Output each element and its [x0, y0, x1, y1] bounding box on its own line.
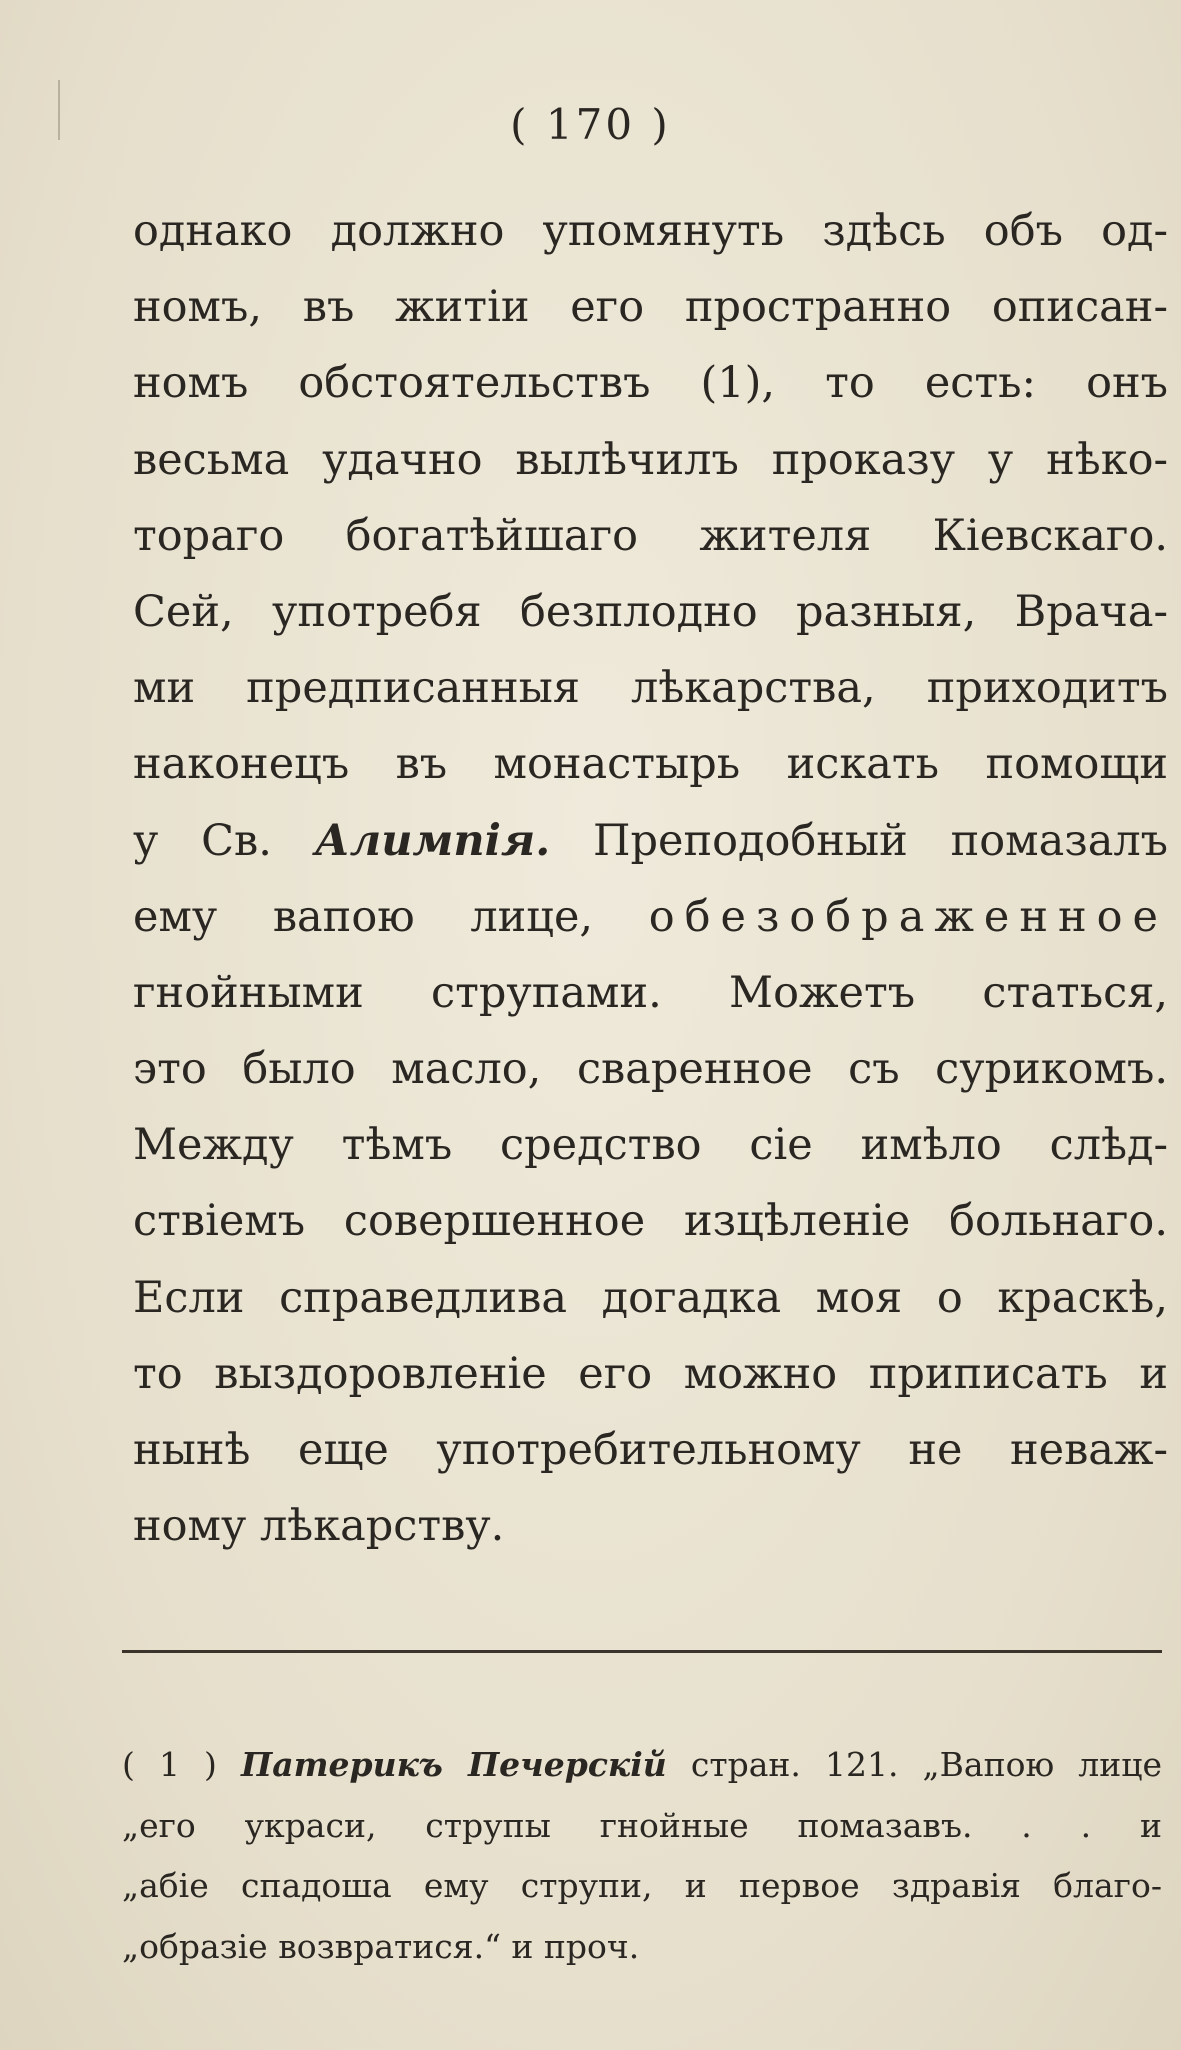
- footnote-line: „образіе возвратися.“ и проч.: [122, 1926, 640, 1966]
- text-line: нынѣ еще употребительному не неваж-: [133, 1425, 1168, 1475]
- text-line: [133, 803, 1168, 879]
- text-line: [133, 879, 1168, 955]
- footnote-source: Патерикъ Печерскій: [241, 1745, 667, 1784]
- text-line: ному лѣкарству.: [133, 1501, 505, 1552]
- text-line: номъ обстоятельствъ (1), то есть: онъ: [133, 358, 1168, 409]
- text-line: номъ, въ житіи его пространно описан-: [133, 282, 1168, 333]
- text-line: Сей, употребя безплодно разныя, Врача-: [133, 586, 1168, 637]
- text-segment: Преподобный помазалъ: [593, 815, 1168, 866]
- text-line: однако должно упомянуть здѣсь объ од-: [133, 206, 1168, 256]
- footnote-text: стран. 121. „Вапою лице: [690, 1745, 1162, 1784]
- text-line: ствіемъ совершенное изцѣленіе больнаго.: [133, 1196, 1168, 1247]
- text-line: наконецъ въ монастырь искать помощи: [133, 739, 1168, 790]
- text-segment: ему вапою лице,: [133, 891, 594, 942]
- footnote-line: „абіе спадоша ему струпи, и первое здравія благо-: [122, 1866, 1162, 1905]
- saint-name-italic: Алимпія.: [314, 815, 551, 866]
- spaced-word: обезображенное: [648, 891, 1168, 942]
- text-line: Если справедлива догадка моя о краскѣ,: [133, 1272, 1168, 1323]
- text-line: это было масло, сваренное съ сурикомъ.: [133, 1044, 1168, 1095]
- footnote-marker: ( 1 ): [122, 1745, 217, 1784]
- text-segment: у Св.: [133, 815, 272, 866]
- text-line: тораго богатѣйшаго жителя Кіевскаго.: [133, 510, 1168, 561]
- text-line: весьма удачно вылѣчилъ проказу у нѣко-: [133, 434, 1168, 485]
- text-line: то выздоровленіе его можно приписать и: [133, 1348, 1168, 1399]
- text-line: гнойными струпами. Можетъ статься,: [133, 967, 1168, 1018]
- footnote-line: „его украси, струпы гнойные помазавъ. . . и: [122, 1805, 1162, 1845]
- footnote-line: [122, 1735, 1162, 1796]
- footnote: [122, 1735, 1162, 1977]
- body-text: [133, 193, 1168, 1564]
- text-line: Между тѣмъ средство сіе имѣло слѣд-: [133, 1120, 1168, 1171]
- text-line: ми предписанныя лѣкарства, приходитъ: [133, 663, 1168, 714]
- footnote-divider: [122, 1650, 1162, 1653]
- page-number: ( 170 ): [510, 100, 671, 149]
